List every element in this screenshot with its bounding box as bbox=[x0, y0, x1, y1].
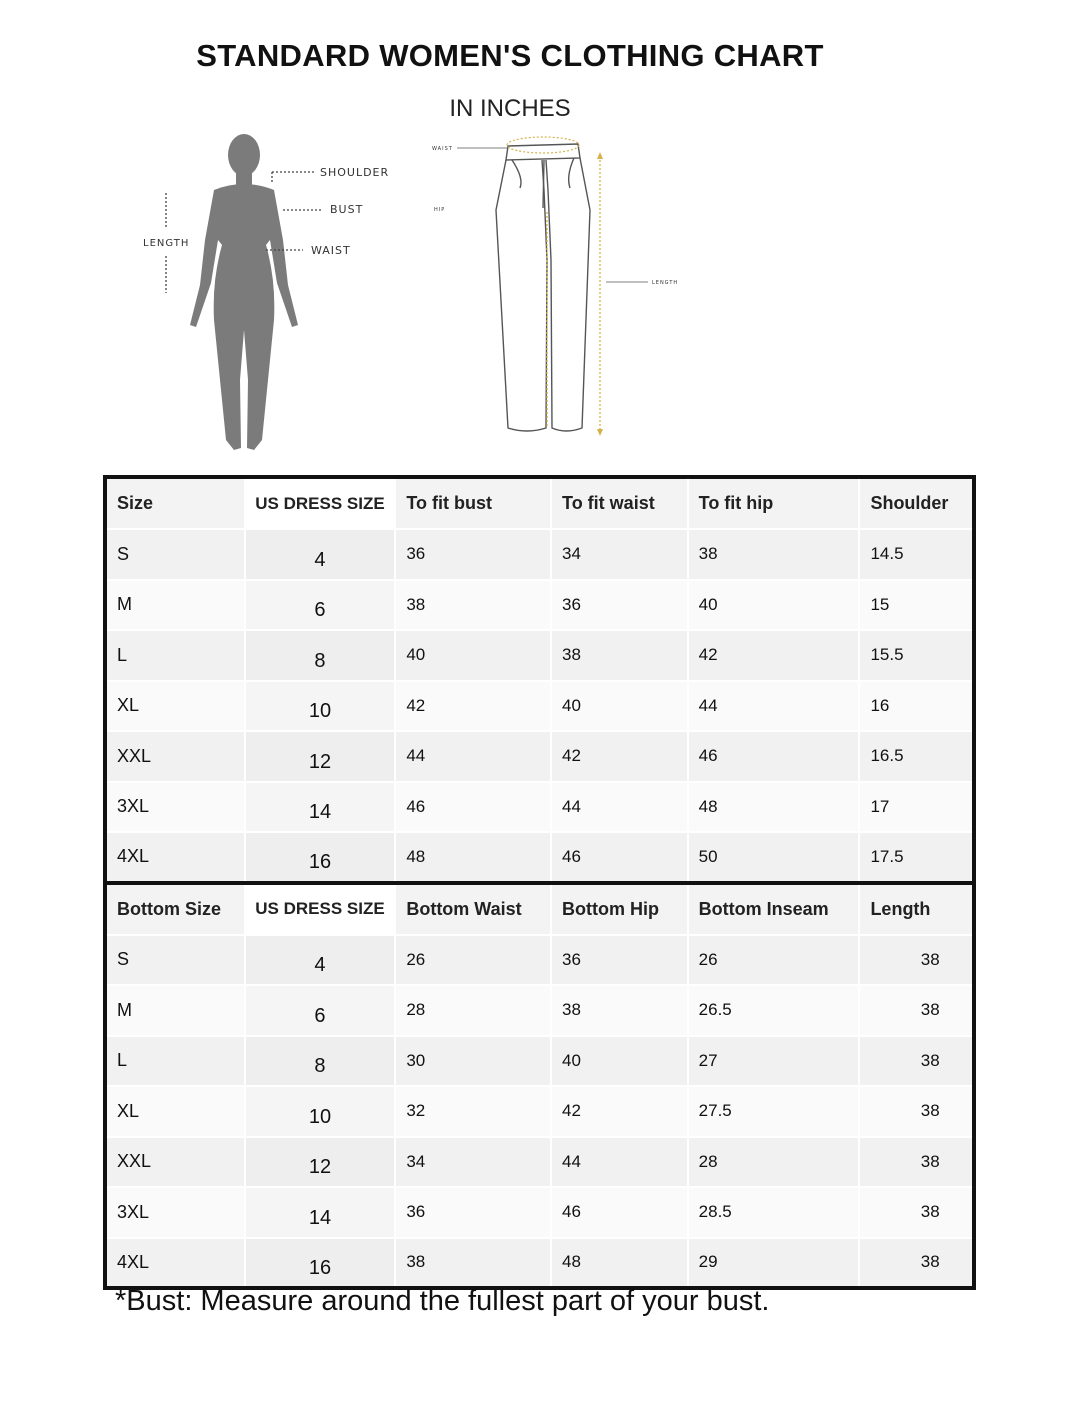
table-cell: 14.5 bbox=[859, 529, 974, 580]
table-cell: 38 bbox=[859, 1036, 974, 1087]
table-cell: 44 bbox=[395, 731, 551, 782]
table-row bbox=[105, 630, 974, 681]
table-row bbox=[105, 782, 974, 833]
label-waist: WAIST bbox=[311, 244, 351, 257]
table-row bbox=[105, 580, 974, 631]
table-cell: 44 bbox=[551, 1137, 688, 1188]
table-cell: 38 bbox=[688, 529, 860, 580]
table-cell: 28 bbox=[688, 1137, 860, 1188]
table-cell: 14 bbox=[245, 1187, 396, 1238]
table-cell: 48 bbox=[551, 1238, 688, 1289]
table-cell: 40 bbox=[395, 630, 551, 681]
table-cell: 12 bbox=[245, 731, 396, 782]
pants-label-hip: HIP bbox=[434, 207, 446, 213]
table-cell: 38 bbox=[551, 985, 688, 1036]
table-cell: XXL bbox=[105, 731, 245, 782]
table-cell: 27.5 bbox=[688, 1086, 860, 1137]
table-cell: 42 bbox=[551, 1086, 688, 1137]
table-cell: 42 bbox=[395, 681, 551, 732]
table-cell: 15.5 bbox=[859, 630, 974, 681]
table-row bbox=[105, 935, 974, 986]
table-row bbox=[105, 1187, 974, 1238]
table-cell: 42 bbox=[688, 630, 860, 681]
top_table-header-cell: Shoulder bbox=[859, 477, 974, 529]
top_table-header-cell: To fit hip bbox=[688, 477, 860, 529]
table-cell: 26 bbox=[395, 935, 551, 986]
pants-label-waist: WAIST bbox=[432, 146, 453, 152]
table-cell: 36 bbox=[395, 529, 551, 580]
table-cell: 46 bbox=[551, 832, 688, 883]
table-cell: 38 bbox=[395, 580, 551, 631]
table-cell: 46 bbox=[395, 782, 551, 833]
table-row bbox=[105, 731, 974, 782]
top_table-header-cell: To fit bust bbox=[395, 477, 551, 529]
bottom_table-header-cell: Bottom Hip bbox=[551, 883, 688, 935]
top_table-header-cell: US DRESS SIZE bbox=[245, 477, 396, 529]
table-cell: 36 bbox=[551, 580, 688, 631]
table-cell: 32 bbox=[395, 1086, 551, 1137]
top_table-header-cell: To fit waist bbox=[551, 477, 688, 529]
table-cell: 26.5 bbox=[688, 985, 860, 1036]
table-row bbox=[105, 529, 974, 580]
bottom_table-header-cell: Bottom Size bbox=[105, 883, 245, 935]
table-cell: 38 bbox=[859, 935, 974, 986]
table-row bbox=[105, 1086, 974, 1137]
table-row bbox=[105, 1036, 974, 1087]
table-cell: 34 bbox=[551, 529, 688, 580]
table-cell: 17.5 bbox=[859, 832, 974, 883]
table-cell: 16.5 bbox=[859, 731, 974, 782]
table-cell: 40 bbox=[688, 580, 860, 631]
table-cell: 34 bbox=[395, 1137, 551, 1188]
pants-illustration bbox=[496, 137, 590, 431]
bottom_table-header-cell: US DRESS SIZE bbox=[245, 883, 396, 935]
label-shoulder: SHOULDER bbox=[320, 166, 390, 179]
table-cell: 10 bbox=[245, 681, 396, 732]
table-cell: 38 bbox=[859, 1238, 974, 1289]
table-cell: 30 bbox=[395, 1036, 551, 1087]
footnote-bust: *Bust: Measure around the fullest part of your bust. bbox=[115, 1285, 770, 1317]
table-cell: XL bbox=[105, 1086, 245, 1137]
table-cell: 44 bbox=[551, 782, 688, 833]
table-row bbox=[105, 985, 974, 1036]
table-cell: M bbox=[105, 985, 245, 1036]
table-cell: 3XL bbox=[105, 782, 245, 833]
table-cell: 16 bbox=[859, 681, 974, 732]
table-cell: 50 bbox=[688, 832, 860, 883]
table-cell: 4 bbox=[245, 935, 396, 986]
pants-label-length: LENGTH bbox=[652, 280, 679, 286]
table-cell: M bbox=[105, 580, 245, 631]
table-cell: 15 bbox=[859, 580, 974, 631]
table-cell: 6 bbox=[245, 580, 396, 631]
label-bust: BUST bbox=[330, 203, 364, 216]
table-cell: 14 bbox=[245, 782, 396, 833]
table-cell: 16 bbox=[245, 1238, 396, 1289]
table-cell: S bbox=[105, 935, 245, 986]
table-cell: 42 bbox=[551, 731, 688, 782]
table-cell: 27 bbox=[688, 1036, 860, 1087]
table-cell: 40 bbox=[551, 681, 688, 732]
table-cell: 6 bbox=[245, 985, 396, 1036]
top_table-header-row bbox=[105, 477, 974, 529]
table-row bbox=[105, 1238, 974, 1289]
table-cell: 38 bbox=[859, 1137, 974, 1188]
table-cell: 17 bbox=[859, 782, 974, 833]
table-cell: 46 bbox=[551, 1187, 688, 1238]
table-cell: 46 bbox=[688, 731, 860, 782]
page-title: STANDARD WOMEN'S CLOTHING CHART bbox=[196, 38, 824, 73]
table-cell: 36 bbox=[395, 1187, 551, 1238]
bottom_table-header-cell: Bottom Waist bbox=[395, 883, 551, 935]
table-cell: S bbox=[105, 529, 245, 580]
table-cell: 3XL bbox=[105, 1187, 245, 1238]
table-cell: 4 bbox=[245, 529, 396, 580]
bottom_table-header-cell: Length bbox=[859, 883, 974, 935]
table-cell: 48 bbox=[688, 782, 860, 833]
table-cell: 28 bbox=[395, 985, 551, 1036]
top_table-header-cell: Size bbox=[105, 477, 245, 529]
bottom_table-header-row bbox=[105, 883, 974, 935]
table-cell: 48 bbox=[395, 832, 551, 883]
table-cell: 44 bbox=[688, 681, 860, 732]
table-row bbox=[105, 832, 974, 883]
table-row bbox=[105, 681, 974, 732]
size-chart-table bbox=[103, 475, 976, 1290]
table-cell: 8 bbox=[245, 630, 396, 681]
body-silhouette-illustration bbox=[190, 134, 298, 450]
table-cell: 38 bbox=[859, 1086, 974, 1137]
label-length: LENGTH bbox=[143, 238, 190, 249]
table-cell: 28.5 bbox=[688, 1187, 860, 1238]
table-cell: 29 bbox=[688, 1238, 860, 1289]
table-cell: 8 bbox=[245, 1036, 396, 1087]
bottom_table-header-cell: Bottom Inseam bbox=[688, 883, 860, 935]
table-cell: 10 bbox=[245, 1086, 396, 1137]
table-cell: 12 bbox=[245, 1137, 396, 1188]
table-cell: 38 bbox=[395, 1238, 551, 1289]
table-cell: 4XL bbox=[105, 1238, 245, 1289]
table-cell: XL bbox=[105, 681, 245, 732]
table-cell: 26 bbox=[688, 935, 860, 986]
table-cell: XXL bbox=[105, 1137, 245, 1188]
table-cell: 16 bbox=[245, 832, 396, 883]
table-cell: 38 bbox=[551, 630, 688, 681]
table-cell: 38 bbox=[859, 1187, 974, 1238]
table-cell: L bbox=[105, 1036, 245, 1087]
table-cell: 38 bbox=[859, 985, 974, 1036]
page-subtitle: IN INCHES bbox=[449, 95, 571, 122]
measurement-diagrams bbox=[0, 0, 1080, 470]
table-cell: 40 bbox=[551, 1036, 688, 1087]
table-cell: L bbox=[105, 630, 245, 681]
table-cell: 36 bbox=[551, 935, 688, 986]
table-row bbox=[105, 1137, 974, 1188]
table-cell: 4XL bbox=[105, 832, 245, 883]
